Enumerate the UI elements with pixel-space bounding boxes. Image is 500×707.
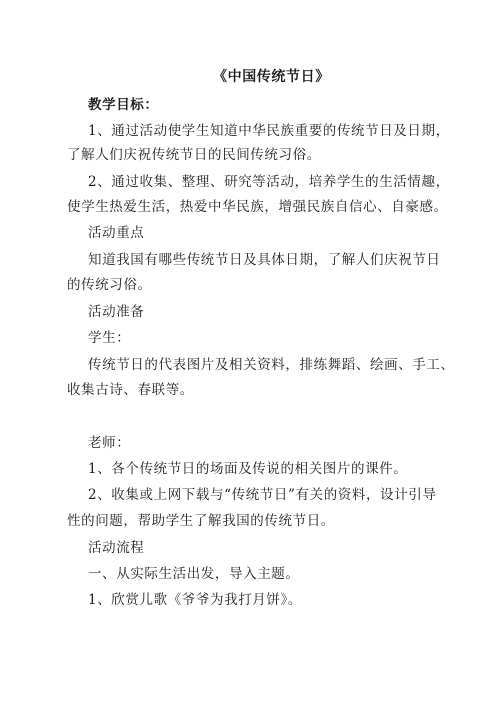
document-title: 《中国传统节日》 [213,69,330,85]
students-heading: 学生： [88,330,131,346]
students-line-1: 传统节日的代表图片及相关资料，排练舞蹈、绘画、手工、 [88,357,455,373]
focus-line-1: 知道我国有哪些传统节日及具体日期，了解人们庆祝节日 [88,252,441,268]
flow-step-1-item-1: 1、欣赏儿歌《爷爷为我打月饼》。 [88,592,302,608]
flow-heading: 活动流程 [88,540,145,556]
focus-line-2: 的传统习俗。 [67,277,152,293]
teacher-item-1: 1、各个传统节日的场面及传说的相关图片的课件。 [88,461,408,477]
objective-1-line-1: 1、通过活动使学生知道中华民族重要的传统节日及日期， [88,123,450,139]
objective-2-line-1: 2、通过收集、整理、研究等活动，培养学生的生活情趣， [88,174,450,190]
focus-heading: 活动重点 [88,225,145,241]
flow-step-1: 一、从实际生活出发，导入主题。 [88,566,300,582]
objective-1-line-2: 了解人们庆祝传统节日的民间传统习俗。 [67,147,321,163]
prep-heading: 活动准备 [88,304,145,320]
objectives-heading: 教学目标： [88,97,159,113]
students-line-2: 收集古诗、春联等。 [67,382,194,398]
teacher-item-2-line-2: 性的问题，帮助学生了解我国的传统节日。 [67,513,335,529]
teacher-heading: 老师： [88,435,131,451]
teacher-item-2-line-1: 2、收集或上网下载与“传统节日”有关的资料，设计引导 [88,487,437,503]
objective-2-line-2: 使学生热爱生活，热爱中华民族，增强民族自信心、自豪感。 [67,199,448,215]
